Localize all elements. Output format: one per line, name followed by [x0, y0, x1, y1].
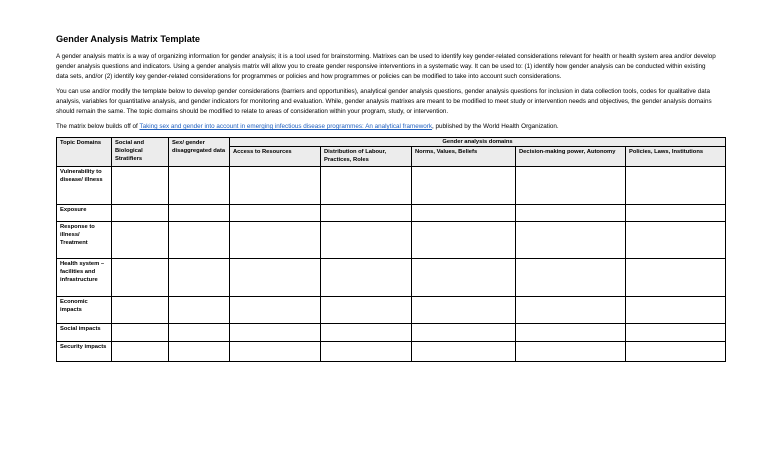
source-prefix: The matrix below builds off of: [56, 123, 140, 130]
header-sex-gender-data: Sex/ gender disaggregated data: [169, 138, 230, 167]
source-suffix: , published by the World Health Organization.: [432, 123, 559, 130]
matrix-cell[interactable]: [112, 205, 169, 222]
matrix-cell[interactable]: [626, 222, 726, 259]
matrix-cell[interactable]: [230, 167, 321, 205]
matrix-cell[interactable]: [412, 259, 516, 297]
matrix-cell[interactable]: [169, 259, 230, 297]
matrix-cell[interactable]: [169, 167, 230, 205]
matrix-cell[interactable]: [230, 297, 321, 324]
intro-paragraph: A gender analysis matrix is a way of organizing information for gender analysis; it is a tool used for brainstorming. Matrixes can be used to identify key gender-related considerations relevant for health or health system area and/or develop gender analysis questions and indicators. Using a gender analysis matrix will allow you to create gender responsive interventions in a systematic way. It can be used to: (1) identify how gender analysis can be conducted within existing data sets, and/or (2) identify key gender-related considerations for programmes or policies and how programmes or policies can be modified to take into account such considerations.: [56, 53, 716, 80]
matrix-cell[interactable]: [112, 324, 169, 342]
matrix-cell[interactable]: [112, 259, 169, 297]
matrix-cell[interactable]: [321, 205, 412, 222]
header-gender-analysis-domains: Gender analysis domains: [230, 138, 726, 147]
topic-domain-label: Vulnerability to disease/ illness: [57, 167, 112, 205]
header-distribution-of-labour: Distribution of Labour, Practices, Roles: [321, 147, 412, 167]
framework-link[interactable]: Taking sex and gender into account in emerging infectious disease programmes: An analytical framework: [139, 123, 433, 130]
matrix-cell[interactable]: [516, 324, 626, 342]
matrix-cell[interactable]: [169, 222, 230, 259]
matrix-cell[interactable]: [112, 222, 169, 259]
table-row: [57, 222, 726, 259]
matrix-cell[interactable]: [626, 259, 726, 297]
matrix-cell[interactable]: [412, 205, 516, 222]
matrix-cell[interactable]: [230, 324, 321, 342]
matrix-cell[interactable]: [112, 342, 169, 362]
table-row: [57, 259, 726, 297]
matrix-cell[interactable]: [516, 342, 626, 362]
matrix-cell[interactable]: [412, 297, 516, 324]
matrix-cell[interactable]: [230, 342, 321, 362]
header-decision-making-power: Decision-making power, Autonomy: [516, 147, 626, 167]
table-row: [57, 324, 726, 342]
topic-domain-label: Health system – facilities and infrastructure: [57, 259, 112, 297]
matrix-cell[interactable]: [321, 167, 412, 205]
matrix-cell[interactable]: [516, 167, 626, 205]
matrix-cell[interactable]: [321, 297, 412, 324]
source-paragraph: [56, 122, 716, 132]
matrix-cell[interactable]: [412, 342, 516, 362]
header-access-to-resources: Access to Resources: [230, 147, 321, 167]
matrix-cell[interactable]: [412, 167, 516, 205]
matrix-cell[interactable]: [516, 205, 626, 222]
topic-domain-label: Response to illness/ Treatment: [57, 222, 112, 259]
matrix-cell[interactable]: [516, 297, 626, 324]
table-row: [57, 205, 726, 222]
matrix-cell[interactable]: [626, 342, 726, 362]
matrix-cell[interactable]: [626, 167, 726, 205]
header-social-biological-stratifiers: Social and Biological Stratifiers: [112, 138, 169, 167]
matrix-cell[interactable]: [169, 342, 230, 362]
matrix-cell[interactable]: [169, 297, 230, 324]
matrix-cell[interactable]: [626, 297, 726, 324]
matrix-cell[interactable]: [169, 205, 230, 222]
matrix-cell[interactable]: [230, 222, 321, 259]
matrix-cell[interactable]: [516, 222, 626, 259]
matrix-cell[interactable]: [412, 222, 516, 259]
matrix-cell[interactable]: [230, 205, 321, 222]
matrix-cell[interactable]: [230, 259, 321, 297]
usage-paragraph: You can use and/or modify the template below to develop gender considerations (barriers and opportunities), analytical gender analysis questions, gender analysis questions for inclusion in data collection tools, codes for qualitative data analysis, variables for quantitative analysis, and gender indicators for monitoring and evaluation. While, gender analysis matrixes are meant to be modified to meet study or intervention needs and objectives, the gender analysis domains should remain the same. The topic domains should be modified to relate to areas of consideration within your program, study, or intervention.: [56, 88, 712, 115]
matrix-cell[interactable]: [626, 205, 726, 222]
matrix-cell[interactable]: [412, 324, 516, 342]
matrix-body: [57, 167, 726, 362]
matrix-cell[interactable]: [516, 259, 626, 297]
topic-domain-label: Economic impacts: [57, 297, 112, 324]
matrix-cell[interactable]: [321, 222, 412, 259]
topic-domain-label: Security impacts: [57, 342, 112, 362]
gender-analysis-matrix: [56, 137, 726, 362]
document-title: Gender Analysis Matrix Template: [56, 34, 200, 44]
matrix-cell[interactable]: [321, 259, 412, 297]
table-row: [57, 297, 726, 324]
matrix-cell[interactable]: [626, 324, 726, 342]
topic-domain-label: Exposure: [57, 205, 112, 222]
table-row: [57, 342, 726, 362]
header-policies-laws: Policies, Laws, Institutions: [626, 147, 726, 167]
matrix-cell[interactable]: [112, 297, 169, 324]
table-row: [57, 167, 726, 205]
matrix-cell[interactable]: [321, 324, 412, 342]
header-topic-domains: Topic Domains: [57, 138, 112, 167]
header-norms-values-beliefs: Norms, Values, Beliefs: [412, 147, 516, 167]
matrix-cell[interactable]: [112, 167, 169, 205]
topic-domain-label: Social impacts: [57, 324, 112, 342]
matrix-cell[interactable]: [169, 324, 230, 342]
matrix-cell[interactable]: [321, 342, 412, 362]
